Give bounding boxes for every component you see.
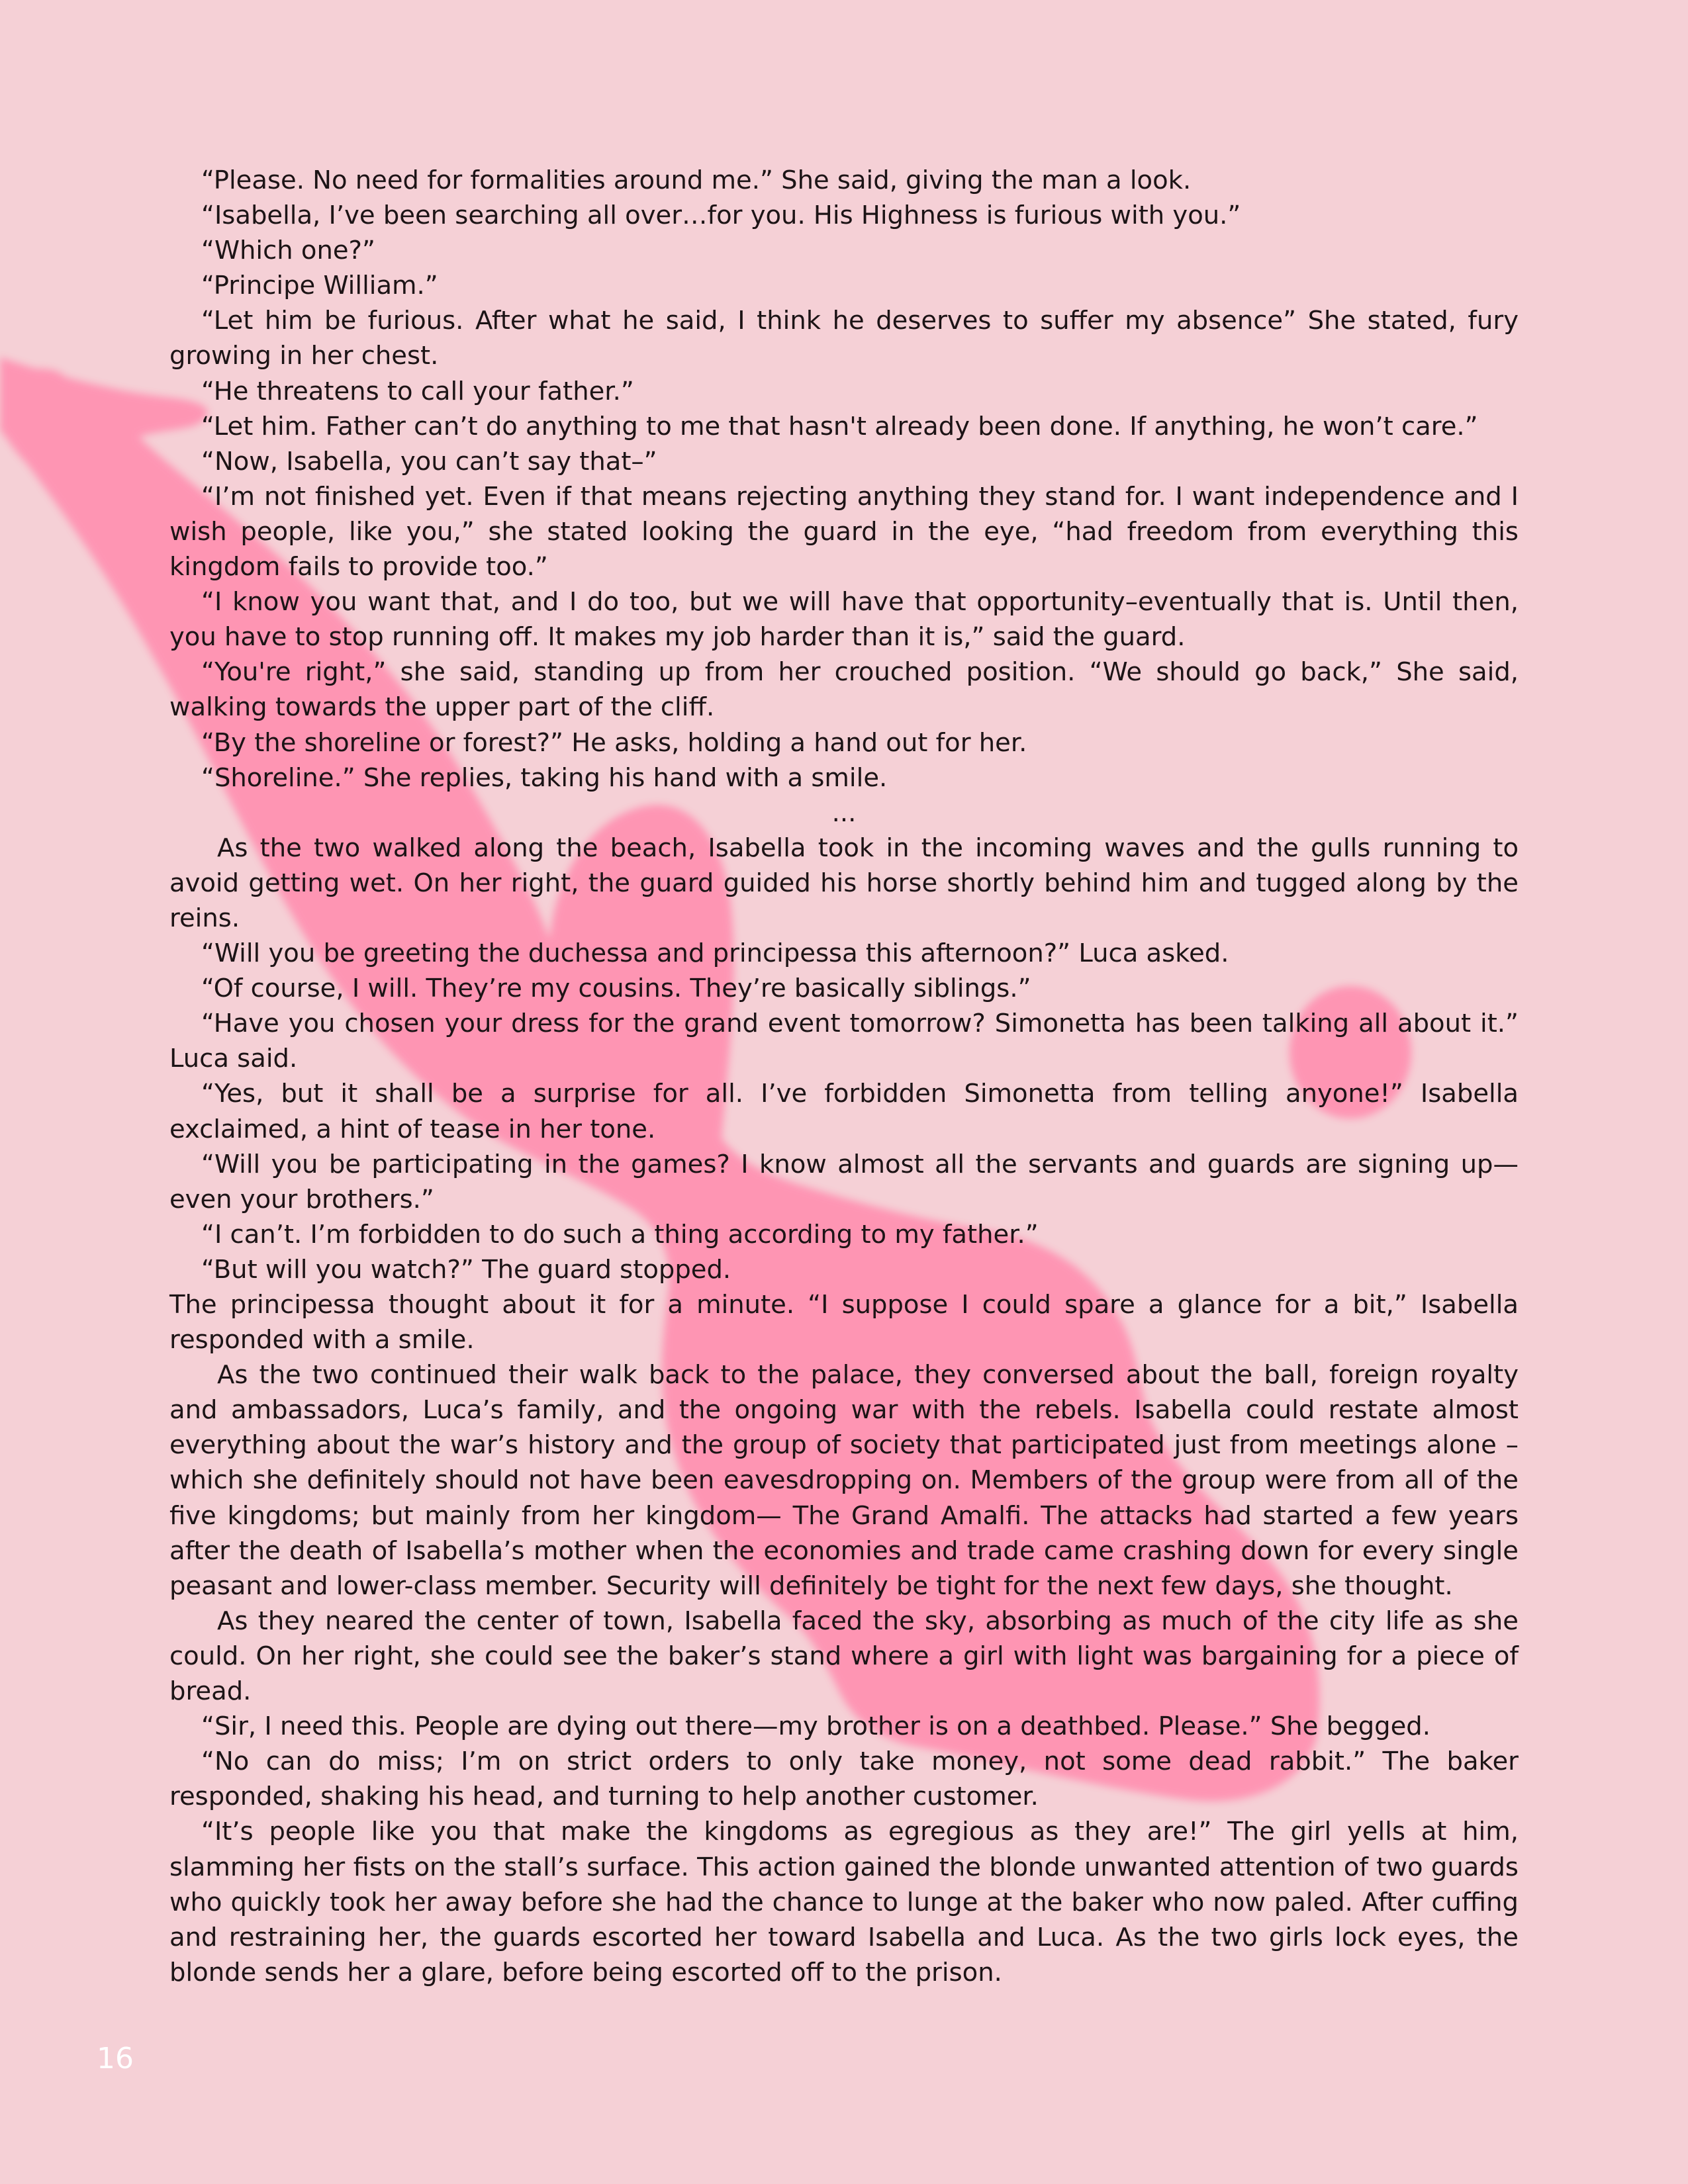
story-paragraph: “Have you chosen your dress for the grand event tomorrow? Simonetta has been talking all about it.” Luca said. xyxy=(169,1009,1519,1074)
story-paragraph: “You're right,” she said, standing up from her crouched position. “We should go back,” She said, walking towards the upper part of the cliff. xyxy=(169,657,1519,723)
story-paragraph: “Please. No need for formalities around me.” She said, giving the man a look. xyxy=(201,165,1192,195)
story-paragraph: “No can do miss; I’m on strict orders to only take money, not some dead rabbit.” The baker responded, shaking his head, and turning to help another customer. xyxy=(169,1747,1519,1812)
story-paragraph: “Shoreline.” She replies, taking his hand with a smile. xyxy=(201,762,888,793)
story-text xyxy=(169,163,1519,1990)
story-paragraph: “Isabella, I’ve been searching all over…for you. His Highness is furious with you.” xyxy=(201,201,1241,231)
story-paragraph: “He threatens to call your father.” xyxy=(201,376,634,406)
story-paragraph: “It’s people like you that make the kingdoms as egregious as they are!” The girl yells at him, slamming her fists on the stall’s surface. This action gained the blonde unwanted attention of two guards who quickly took her away before she had the chance to lunge at the baker who now paled. After cuffing and restraining her, the guards escorted her toward Isabella and Luca. As the two girls lock eyes, the blonde sends her a glare, before being escorted off to the prison. xyxy=(169,1817,1519,1987)
story-paragraph: “Principe William.” xyxy=(201,271,438,301)
page-number: 16 xyxy=(97,2042,134,2075)
story-paragraph: “Will you be participating in the games? I know almost all the servants and guards are signing up—even your brothers.” xyxy=(169,1149,1519,1214)
story-paragraph: As they neared the center of town, Isabella faced the sky, absorbing as much of the city life as she could. On her right, she could see the baker’s stand where a girl with light was bargaining for a piece of bread. xyxy=(169,1606,1519,1707)
story-paragraph: As the two continued their walk back to the palace, they conversed about the ball, foreign royalty and ambassadors, Luca’s family, and the ongoing war with the rebels. Isabella could restate almost everything about the war’s history and the group of society that participated just from meetings alone – which she definitely should not have been eavesdropping on. Members of the group were from all of the five kingdoms; but mainly from her kingdom— The Grand Amalfi. The attacks had started a few years after the death of Isabella’s mother when the economies and trade came crashing down for every single peasant and lower-class member. Security will definitely be tight for the next few days, she thought. xyxy=(169,1360,1519,1601)
story-paragraph: “Of course, I will. They’re my cousins. They’re basically siblings.” xyxy=(201,974,1031,1004)
story-paragraph: “Sir, I need this. People are dying out there—my brother is on a deathbed. Please.” She begged. xyxy=(201,1711,1430,1742)
story-paragraph: “Let him be furious. After what he said, I think he deserves to suffer my absence” She stated, fury growing in her chest. xyxy=(169,306,1519,371)
story-paragraph: The principessa thought about it for a minute. “I suppose I could spare a glance for a bit,” Isabella responded with a smile. xyxy=(169,1290,1519,1355)
story-paragraph: “Let him. Father can’t do anything to me that hasn't already been done. If anything, he won’t care.” xyxy=(201,411,1478,441)
story-paragraph: “By the shoreline or forest?” He asks, holding a hand out for her. xyxy=(201,727,1027,758)
story-paragraph: “Will you be greeting the duchessa and principessa this afternoon?” Luca asked. xyxy=(201,938,1229,969)
story-paragraph: “Now, Isabella, you can’t say that–” xyxy=(201,446,657,477)
story-paragraph: “Which one?” xyxy=(201,236,375,266)
story-paragraph: “I’m not finished yet. Even if that means rejecting anything they stand for. I want independence and I wish people, like you,” she stated looking the guard in the eye, “had freedom from everything this kingdom fails to provide too.” xyxy=(169,481,1519,582)
story-paragraph: As the two walked along the beach, Isabella took in the incoming waves and the gulls running to avoid getting wet. On her right, the guard guided his horse shortly behind him and tugged along by the reins. xyxy=(169,833,1519,933)
story-paragraph: “I know you want that, and I do too, but we will have that opportunity–eventually that is. Until then, you have to stop running off. It makes my job harder than it is,” said the guard. xyxy=(169,587,1519,653)
scene-break: ... xyxy=(831,797,857,828)
story-paragraph: “I can’t. I’m forbidden to do such a thing according to my father.” xyxy=(201,1219,1039,1250)
story-paragraph: “Yes, but it shall be a surprise for all. I’ve forbidden Simonetta from telling anyone!” Isabella exclaimed, a hint of tease in her tone. xyxy=(169,1079,1519,1144)
story-paragraph: “But will you watch?” The guard stopped. xyxy=(201,1254,731,1285)
